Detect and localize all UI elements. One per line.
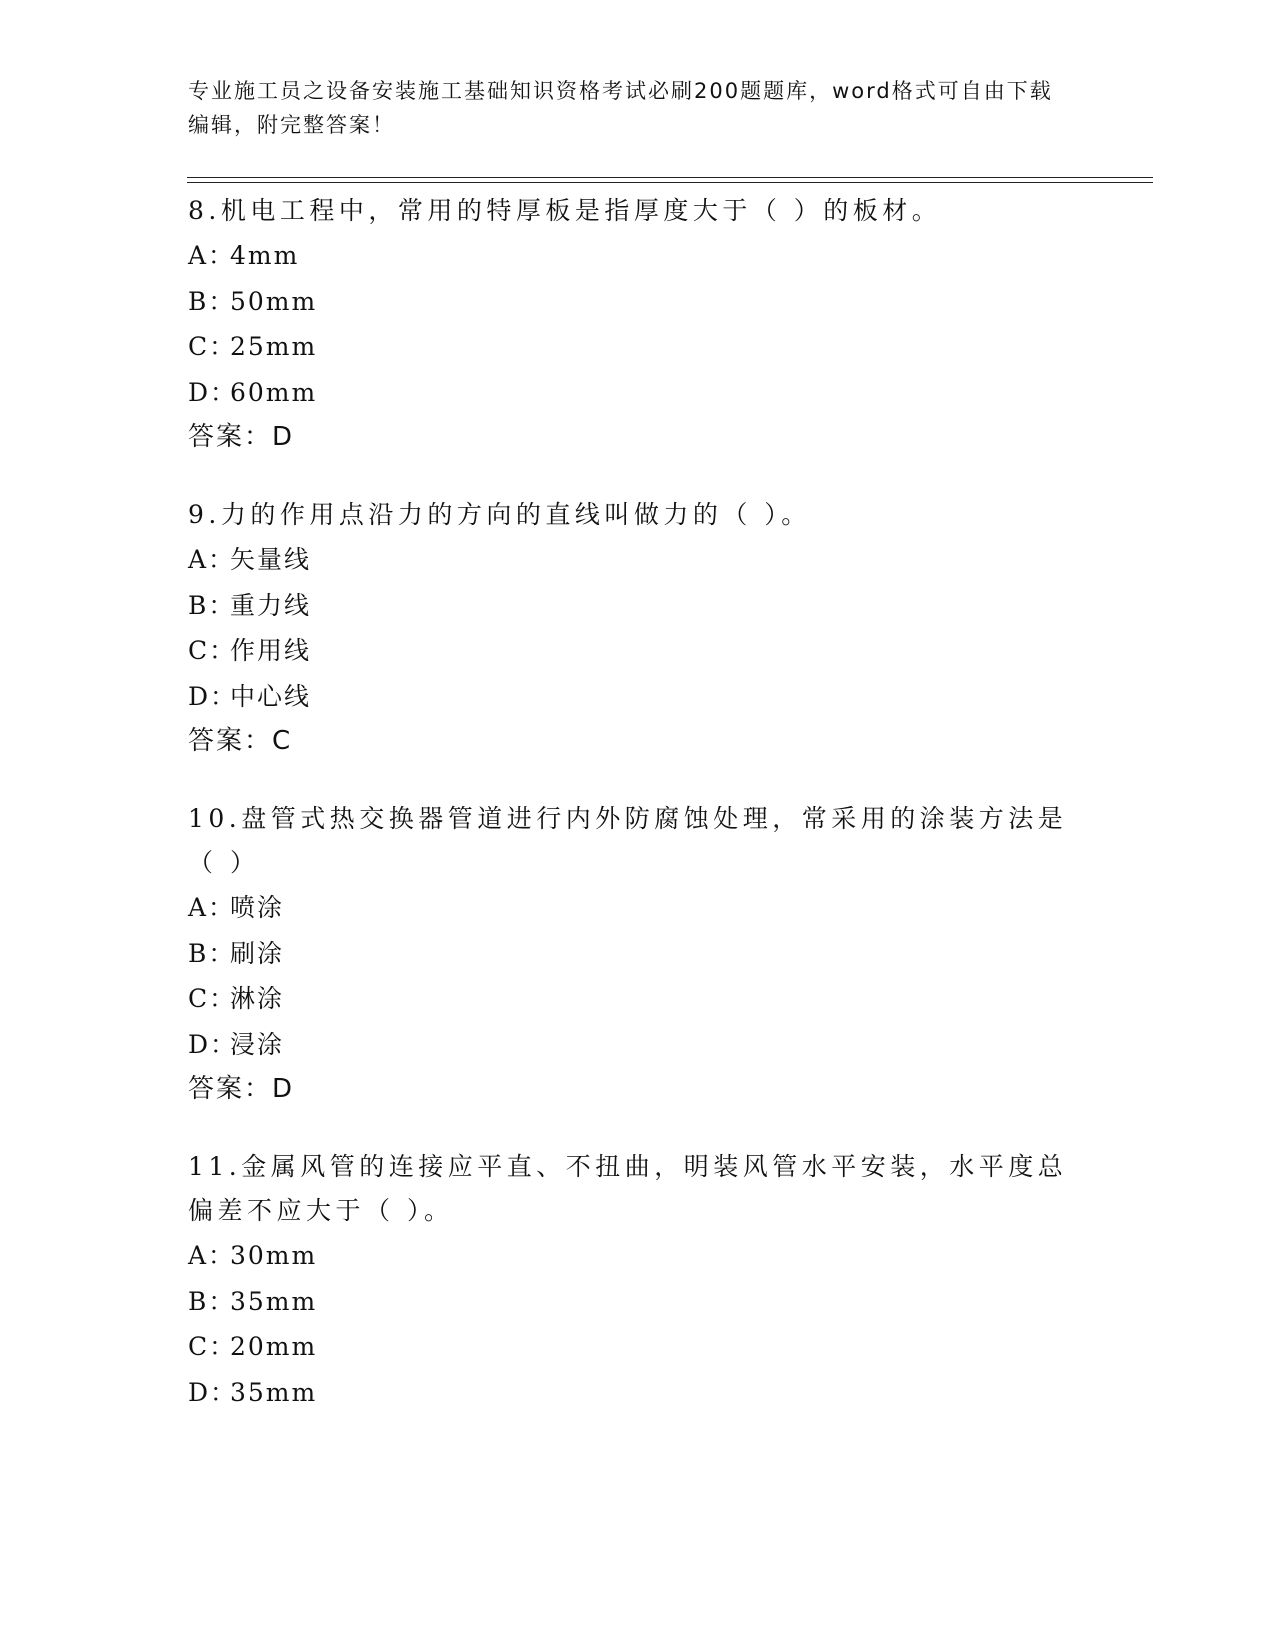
option-b (188, 279, 1068, 325)
option-value: 20mm (230, 1332, 318, 1361)
option-value: 25mm (230, 332, 318, 361)
option-value: 35mm (230, 1377, 318, 1407)
option-value: 刷涂 (230, 938, 285, 968)
option-value: 中心线 (230, 681, 312, 711)
option-value: 30mm (230, 1241, 318, 1270)
option-key: D： (188, 1029, 238, 1059)
option-key: D： (188, 1377, 238, 1407)
option-d (188, 370, 1068, 416)
option-value: 50mm (230, 286, 318, 316)
question-8 (188, 189, 1068, 459)
option-key: B： (188, 1286, 236, 1316)
question-text: 11.金属风管的连接应平直、不扭曲，明装风管水平安装，水平度总偏差不应大于（ ）。 (188, 1152, 1068, 1225)
header-divider-top (187, 177, 1153, 178)
option-c (188, 976, 1068, 1022)
option-value: 作用线 (230, 636, 312, 665)
document-header: 专业施工员之设备安装施工基础知识资格考试必刷200题题库，word格式可自由下载编辑，附完整答案！ (188, 79, 1053, 137)
option-value: 淋涂 (230, 984, 285, 1013)
answer: 答案：D (188, 422, 295, 452)
option-value: 重力线 (230, 590, 312, 620)
option-a (188, 537, 1068, 583)
option-key: C： (188, 984, 237, 1013)
option-a (188, 233, 1068, 279)
answer: 答案：D (188, 1074, 295, 1104)
option-key: A： (188, 545, 236, 574)
option-key: B： (188, 590, 236, 620)
option-d (188, 674, 1068, 720)
option-c (188, 324, 1068, 370)
option-value: 35mm (230, 1286, 318, 1316)
option-c (188, 1324, 1068, 1370)
question-text: 8.机电工程中，常用的特厚板是指厚度大于（ ）的板材。 (188, 196, 942, 225)
question-text: 9.力的作用点沿力的方向的直线叫做力的（ ）。 (188, 500, 811, 529)
option-c (188, 628, 1068, 674)
question-9 (188, 493, 1068, 763)
option-d (188, 1370, 1068, 1416)
option-key: D： (188, 377, 238, 407)
option-key: C： (188, 332, 237, 361)
option-key: B： (188, 286, 236, 316)
option-a (188, 885, 1068, 931)
question-10 (188, 797, 1068, 1111)
option-value: 4mm (230, 241, 300, 270)
question-11 (188, 1145, 1068, 1415)
option-key: B： (188, 938, 236, 968)
option-key: C： (188, 636, 237, 665)
option-b (188, 931, 1068, 977)
option-key: A： (188, 1241, 236, 1270)
question-text: 10.盘管式热交换器管道进行内外防腐蚀处理，常采用的涂装方法是（ ） (188, 804, 1068, 877)
option-b (188, 1279, 1068, 1325)
option-key: C： (188, 1332, 237, 1361)
header-divider-bottom (187, 182, 1153, 183)
option-b (188, 583, 1068, 629)
option-value: 矢量线 (230, 545, 312, 574)
option-value: 喷涂 (230, 893, 285, 922)
option-key: D： (188, 681, 238, 711)
option-a (188, 1233, 1068, 1279)
option-d (188, 1022, 1068, 1068)
answer: 答案：C (188, 726, 293, 756)
option-value: 浸涂 (230, 1029, 285, 1059)
option-key: A： (188, 893, 236, 922)
option-value: 60mm (230, 377, 318, 407)
option-key: A： (188, 241, 236, 270)
